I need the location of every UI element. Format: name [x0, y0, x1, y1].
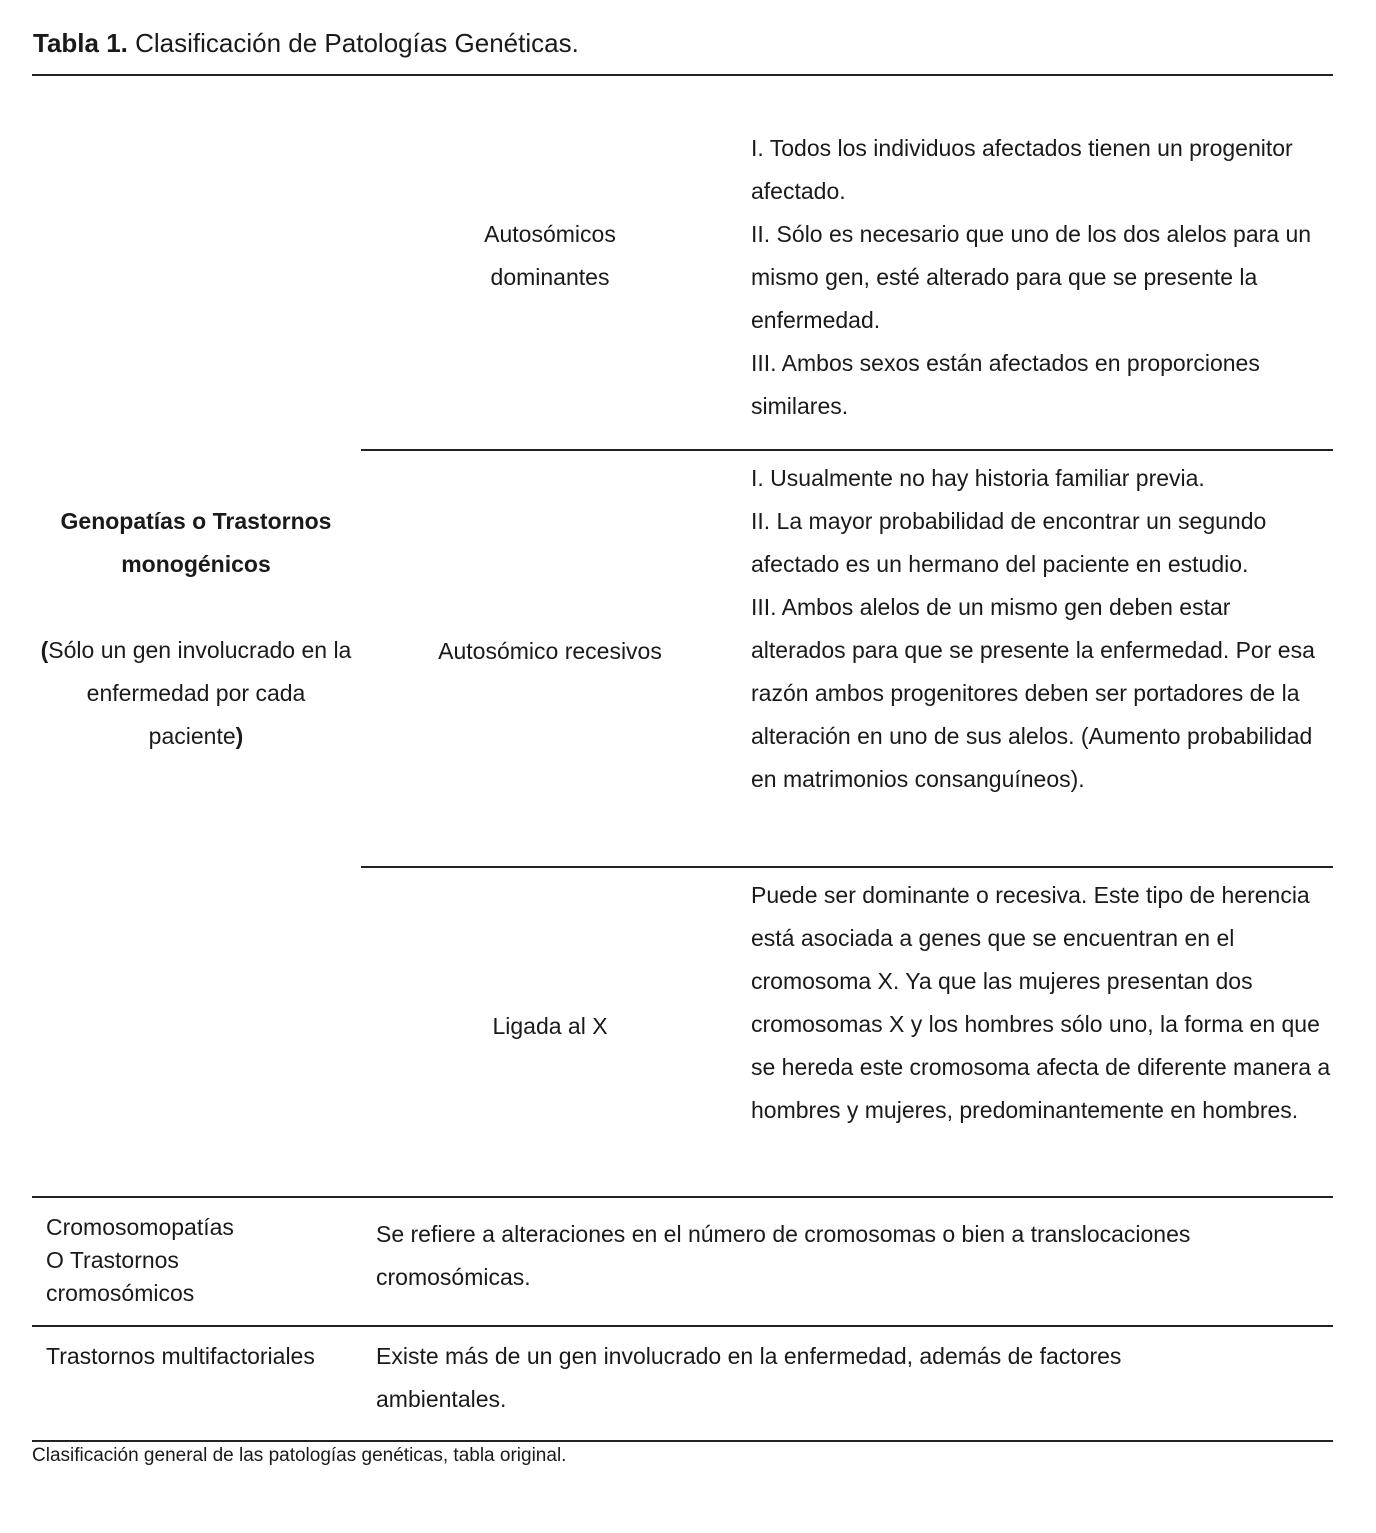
- table-footnote: Clasificación general de las patologías genéticas, tabla original.: [32, 1445, 567, 1466]
- table-top-rule: [32, 74, 1333, 76]
- table-caption-label: Tabla 1.: [33, 28, 128, 58]
- subtype-divider: [361, 449, 1333, 451]
- table-caption-text: Clasificación de Patologías Genéticas.: [127, 28, 579, 58]
- monogenic-category-cell: [40, 500, 352, 758]
- monogenic-category-note: (Sólo un gen involucrado en la enfermedad por cada paciente): [40, 637, 352, 749]
- subtype-description-x-linked: Puede ser dominante o recesiva. Este tipo de herencia está asociada a genes que se encuentran en el cromosoma X. Ya que las mujeres presentan dos cromosomas X y los hombres sólo uno, la forma en que se hereda este cromosoma afecta de diferente manera a hombres y mujeres, predominantemente en hombres.: [751, 882, 1331, 1123]
- monogenic-category-title: Genopatías o Trastornos monogénicos: [60, 508, 332, 577]
- subtype-description-autosomal-recessive: I. Usualmente no hay historia familiar previa. II. La mayor probabilidad de encontrar un segundo afectado es un hermano del paciente en estudio. III. Ambos alelos de un mismo gen deben estar alterados para que se presente la enfermedad. Por esa razón ambos progenitores deben ser portadores de la alteración en uno de sus alelos. (Aumento probabilidad en matrimonios consanguíneos).: [751, 465, 1315, 792]
- subtype-description-autosomal-dominant: I. Todos los individuos afectados tienen un progenitor afectado. II. Sólo es necesario que uno de los dos alelos para un mismo gen, esté alterado para que se presente la enfermedad. III. Ambos sexos están afectados en proporciones similares.: [751, 135, 1312, 419]
- subtype-name-autosomal-recessive: Autosómico recesivos: [438, 638, 662, 664]
- chromosomal-category: Cromosomopatías O Trastornos cromosómicos: [46, 1214, 234, 1306]
- chromosomal-description: Se refiere a alteraciones en el número de cromosomas o bien a translocaciones cromosómicas.: [376, 1221, 1191, 1290]
- subtype-name-x-linked: Ligada al X: [492, 1013, 608, 1039]
- subtype-name-autosomal-dominant: Autosómicos dominantes: [484, 221, 616, 290]
- multifactorial-category: Trastornos multifactoriales: [46, 1343, 315, 1369]
- subtype-divider: [361, 866, 1333, 868]
- row-divider: [32, 1325, 1333, 1327]
- multifactorial-description: Existe más de un gen involucrado en la enfermedad, además de factores ambientales.: [376, 1343, 1122, 1412]
- row-divider: [32, 1196, 1333, 1198]
- table-caption: [33, 26, 579, 60]
- table-bottom-rule: [32, 1440, 1333, 1442]
